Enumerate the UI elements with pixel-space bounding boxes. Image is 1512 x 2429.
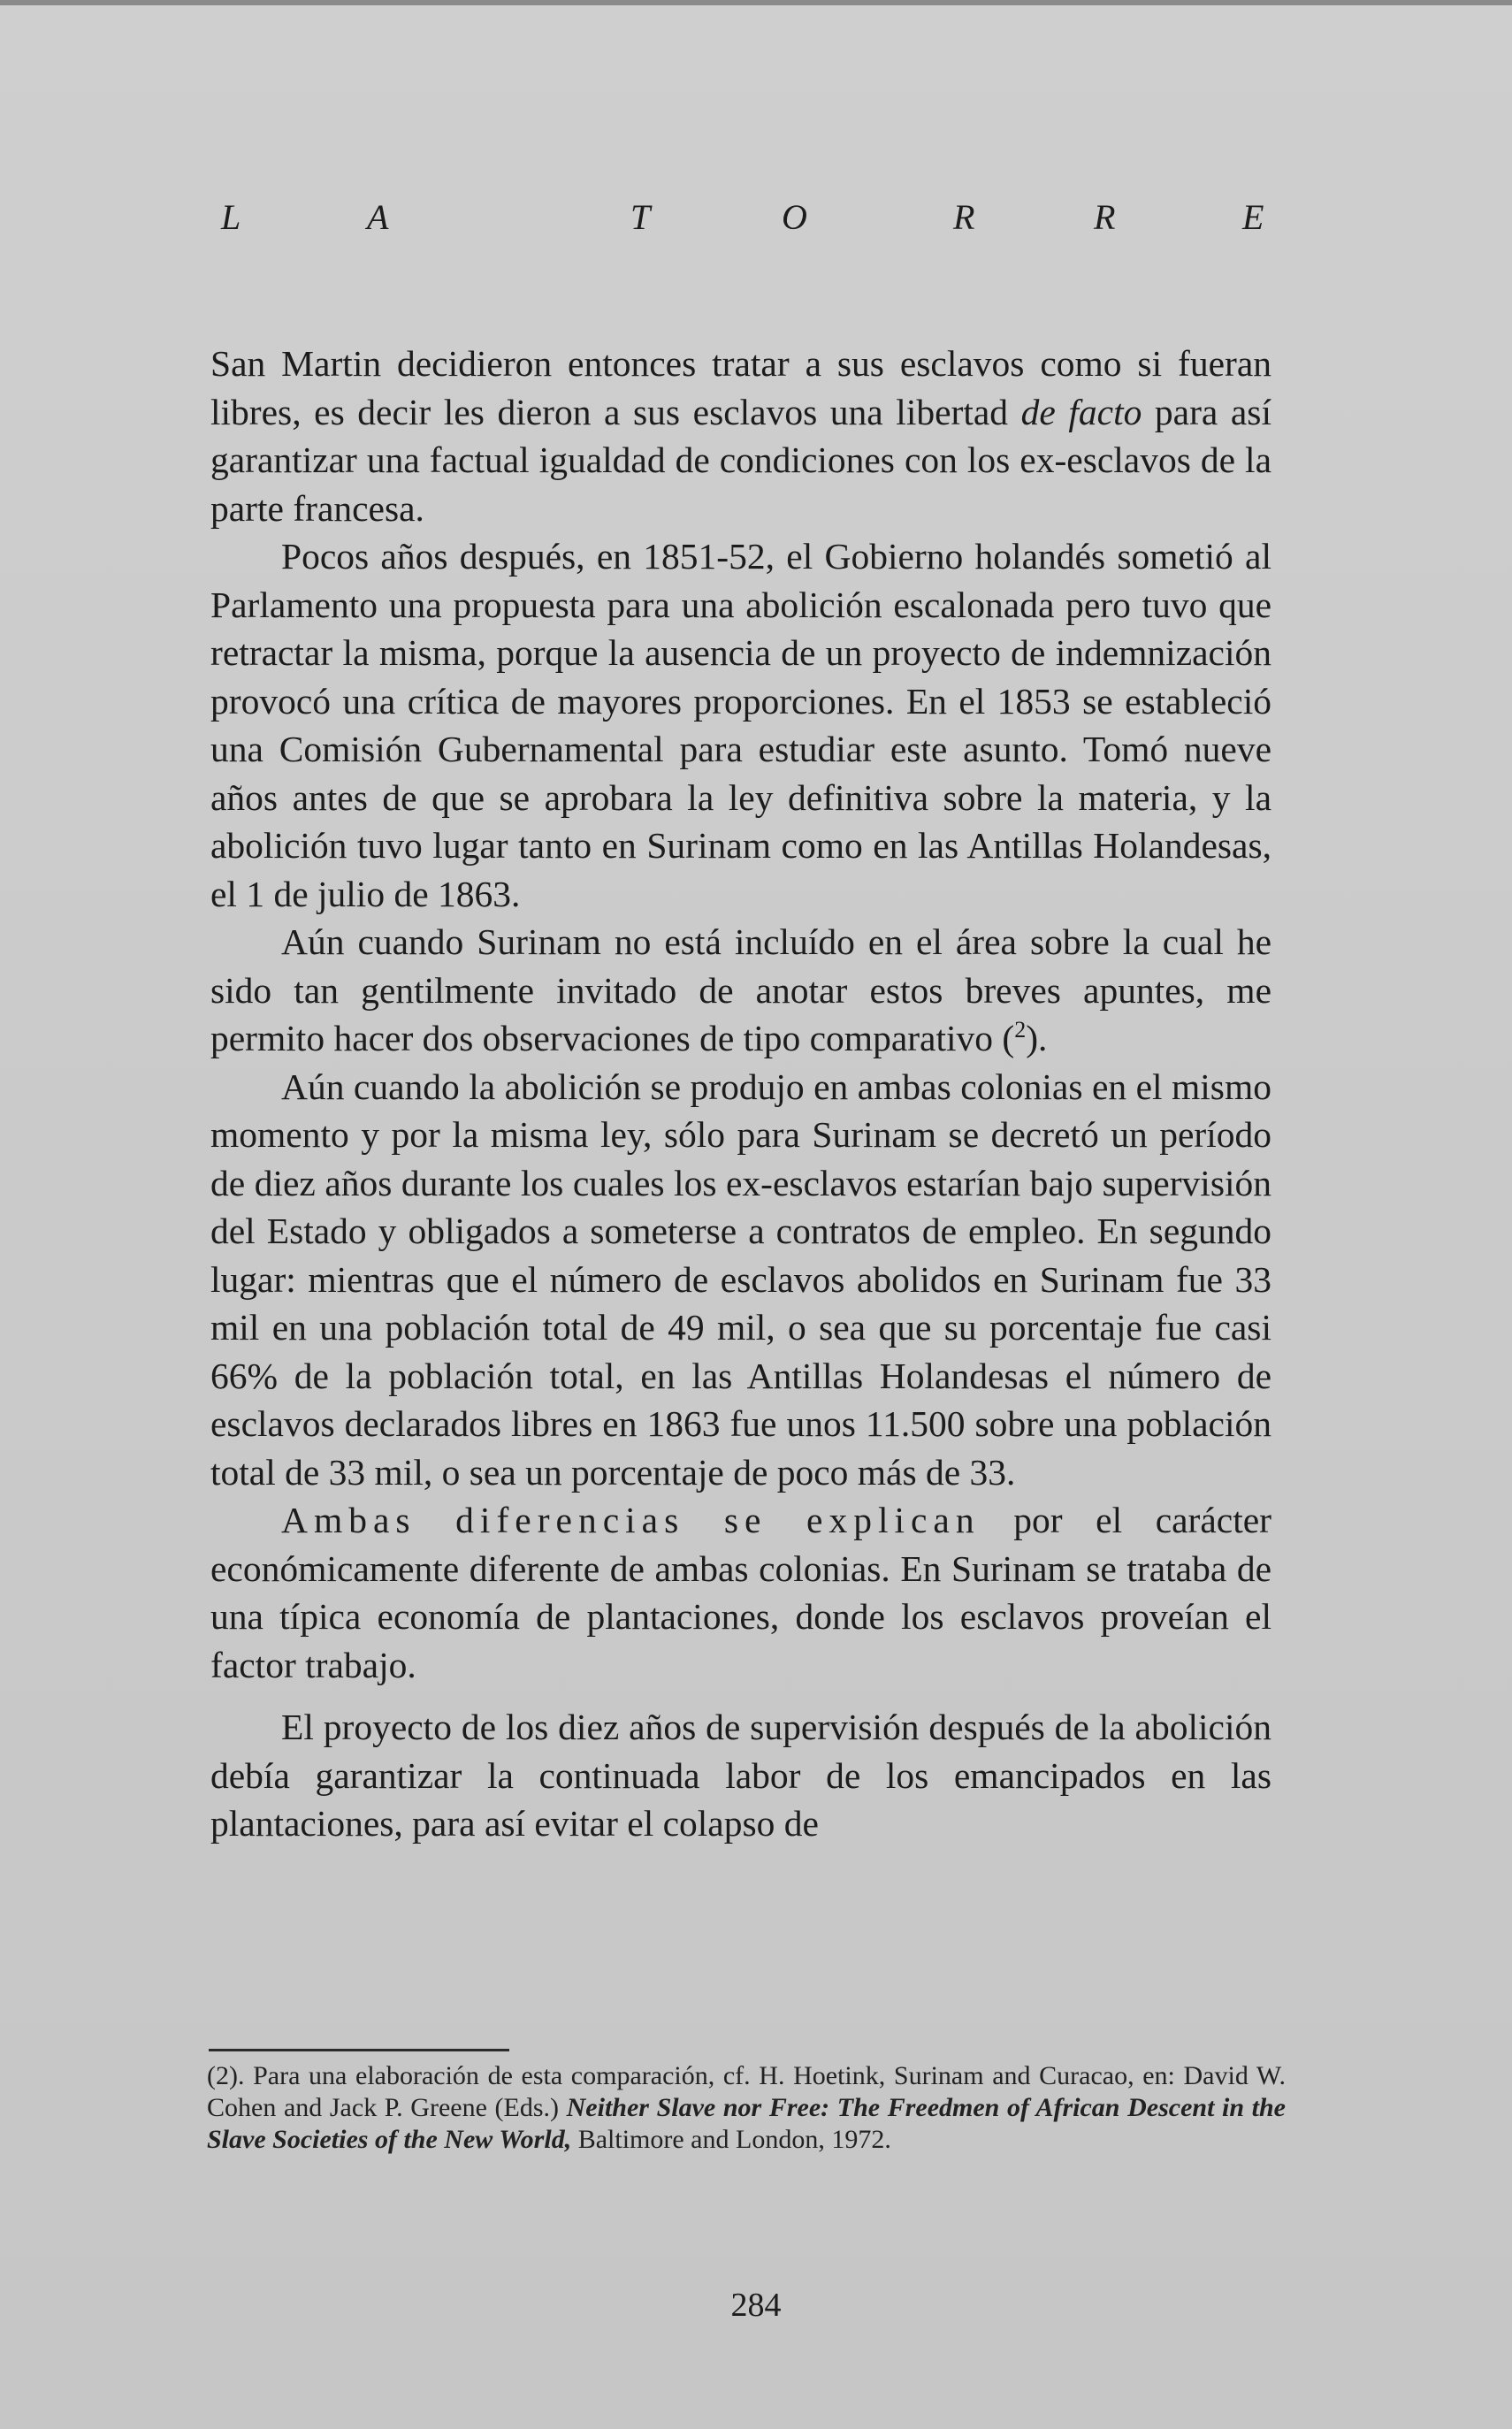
- running-head-letter: T: [630, 197, 651, 237]
- paragraph-6: El proyecto de los diez años de supervisión después de la abolición debía garantizar la continuada labor de los emancipados en las plantaciones, para así evitar el colapso de: [210, 1707, 1271, 1844]
- paragraph-4: Aún cuando la abolición se produjo en ambas colonias en el mismo momento y por la misma ley, sólo para Surinam se decretó un período de diez años durante los cuales los ex-esclavos estarían bajo supervisión del Estado y obligados a someterse a contratos de empleo. En segundo lugar: mientras que el número de esclavos abolidos en Surinam fue 33 mil en una población total de 49 mil, o sea que su porcentaje fue casi 66% de la población total, en las Antillas Holandesas el número de esclavos declarados libres en 1863 fue unos 11.500 sobre una población total de 33 mil, o sea un porcentaje de poco más de 33.: [210, 1066, 1271, 1493]
- paragraph-1-text-b: para así garantizar una factual igualdad de condiciones con los ex-esclavos de la parte francesa.: [210, 391, 1271, 529]
- running-head-letter: L: [221, 197, 241, 237]
- paragraph-5-rest: por el carácter económicamente diferente de ambas colonias. En Surinam se trataba de una típica economía de plantaciones, donde los esclavos proveían el factor trabajo.: [210, 1500, 1271, 1685]
- paragraph-1: [210, 340, 1271, 532]
- paragraph-1-italic: de facto: [1020, 391, 1142, 432]
- paragraph-3-text-a: Aún cuando Surinam no está incluído en el área sobre la cual he sido tan gentilmente invitado de anotar estos breves apuntes, me permito hacer dos observaciones de tipo comparativo (: [210, 921, 1271, 1058]
- paragraph-1-text-a: San Martin decidieron entonces tratar a sus esclavos como si fueran libres, es decir les dieron a sus esclavos una libertad: [210, 343, 1271, 432]
- running-head-letter: E: [1242, 197, 1264, 237]
- running-head: [212, 196, 1273, 249]
- running-head-letter: O: [782, 197, 807, 237]
- body-text: [210, 340, 1271, 1848]
- running-head-letter: A: [367, 197, 389, 237]
- running-head-letter: R: [953, 197, 975, 237]
- running-head-letter: R: [1094, 197, 1116, 237]
- footnote-italic-title: Neither Slave nor Free: The Freedmen of African Descent in the Slave Societies of the New World,: [207, 2093, 1286, 2154]
- footnote-rule: [209, 2049, 509, 2051]
- paragraph-3: [210, 918, 1271, 1063]
- paragraph-2: Pocos años después, en 1851-52, el Gobierno holandés sometió al Parlamento una propuesta para una abolición escalonada pero tuvo que retractar la misma, porque la ausencia de un proyecto de indemnización provocó una crítica de mayores proporciones. En el 1853 se estableció una Comisión Gubernamental para estudiar este asunto. Tomó nueve años antes de que se aprobara la ley definitiva sobre la materia, y la abolición tuvo lugar tanto en Surinam como en las Antillas Holandesas, el 1 de julio de 1863.: [210, 536, 1271, 914]
- footnote-ref: 2: [1014, 1017, 1027, 1043]
- paragraph-5: [210, 1496, 1271, 1689]
- top-edge-shadow: [0, 0, 1512, 5]
- paragraph-5-lead: Ambas diferencias se explican: [281, 1500, 981, 1540]
- footnote-text-b: Baltimore and London, 1972.: [571, 2125, 891, 2154]
- footnote: [207, 2060, 1286, 2156]
- page-number: 284: [730, 2287, 782, 2324]
- paragraph-3-text-b: ).: [1026, 1018, 1048, 1058]
- footnote-text-a: (2). Para una elaboración de esta comparación, cf. H. Hoetink, Surinam and Curacao, en: David W. Cohen and Jack P. Greene (Eds.): [207, 2061, 1286, 2122]
